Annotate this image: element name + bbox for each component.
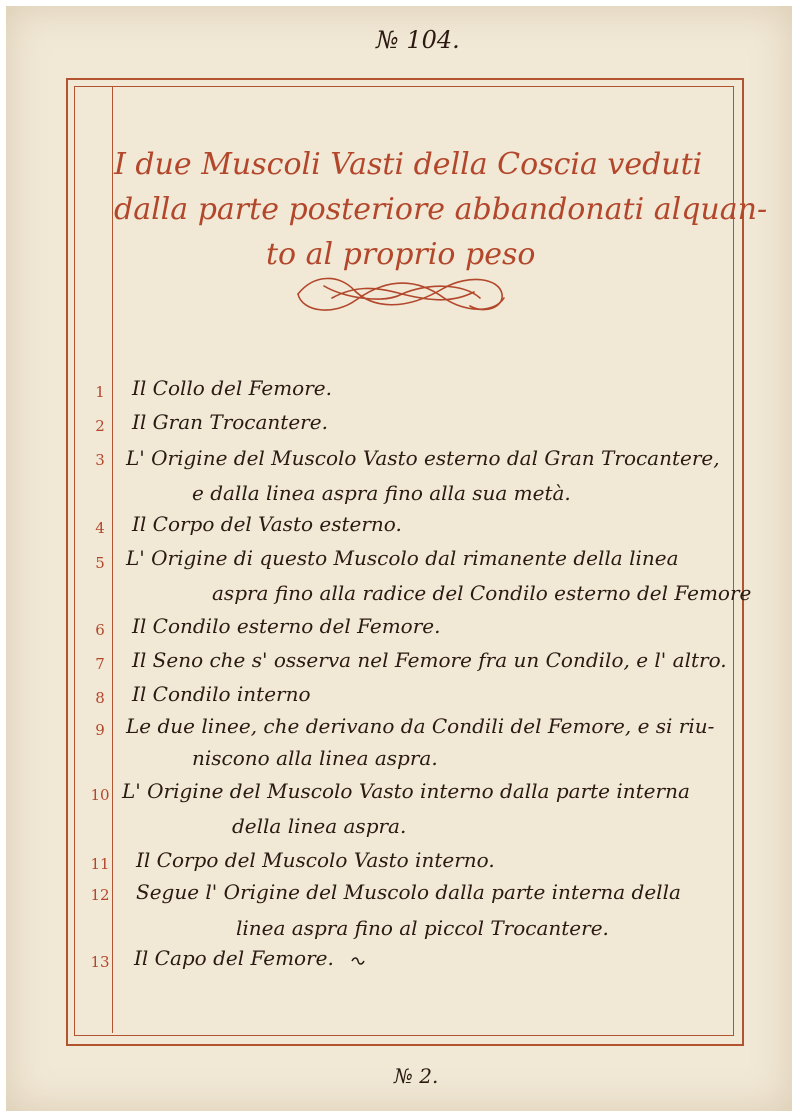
entry-text: L' Origine del Muscolo Vasto interno dalla parte interna — [122, 779, 690, 803]
entry-text: Il Condilo esterno del Femore. — [132, 614, 441, 638]
folio-number-bottom: № 2. — [394, 1064, 439, 1088]
entry-number: 10 — [90, 786, 110, 804]
entry-text: Il Condilo interno — [132, 682, 311, 706]
entry-text: Il Corpo del Muscolo Vasto interno. — [136, 848, 495, 872]
entry-text-continuation: della linea aspra. — [232, 814, 407, 838]
entry-text: Il Collo del Femore. — [132, 376, 332, 400]
title-line-3: to al proprio peso — [266, 237, 536, 272]
entry-text: Il Seno che s' osserva nel Femore fra un Condilo, e l' altro. — [132, 648, 727, 672]
entry-text: L' Origine del Muscolo Vasto esterno dal Gran Trocantere, — [126, 446, 720, 470]
entry-number: 8 — [95, 689, 105, 707]
entry-number: 5 — [95, 554, 105, 572]
entry-text-continuation: niscono alla linea aspra. — [192, 746, 438, 770]
entry-number: 1 — [95, 383, 105, 401]
entry-text-continuation: e dalla linea aspra fino alla sua metà. — [192, 481, 571, 505]
folio-number-top: № 104. — [376, 26, 460, 54]
entry-text-continuation: aspra fino alla radice del Condilo esterno del Femore — [212, 581, 752, 605]
entry-text: Le due linee, che derivano da Condili del Femore, e si riu- — [126, 714, 715, 738]
title-line-2: dalla parte posteriore abbandonati alquan- — [114, 192, 768, 227]
title-line-1: I due Muscoli Vasti della Coscia veduti — [114, 147, 703, 182]
entry-number: 11 — [90, 855, 110, 873]
entry-number: 7 — [95, 655, 105, 673]
manuscript-page — [6, 6, 792, 1111]
entry-text: Segue l' Origine del Muscolo dalla parte interna della — [136, 880, 681, 904]
end-flourish-mark — [351, 956, 365, 966]
entry-number: 6 — [95, 621, 105, 639]
entry-number: 3 — [95, 451, 105, 469]
entry-text-continuation: linea aspra fino al piccol Trocantere. — [236, 916, 609, 940]
entry-number: 13 — [90, 953, 110, 971]
entry-list — [6, 6, 792, 1111]
entry-text: L' Origine di questo Muscolo dal rimanente della linea — [126, 546, 679, 570]
entry-text: Il Capo del Femore. — [134, 946, 334, 970]
entry-text: Il Gran Trocantere. — [132, 410, 328, 434]
entry-number: 4 — [95, 519, 105, 537]
entry-number: 2 — [95, 417, 105, 435]
entry-number: 12 — [90, 886, 110, 904]
entry-number: 9 — [95, 721, 105, 739]
entry-text: Il Corpo del Vasto esterno. — [132, 512, 402, 536]
